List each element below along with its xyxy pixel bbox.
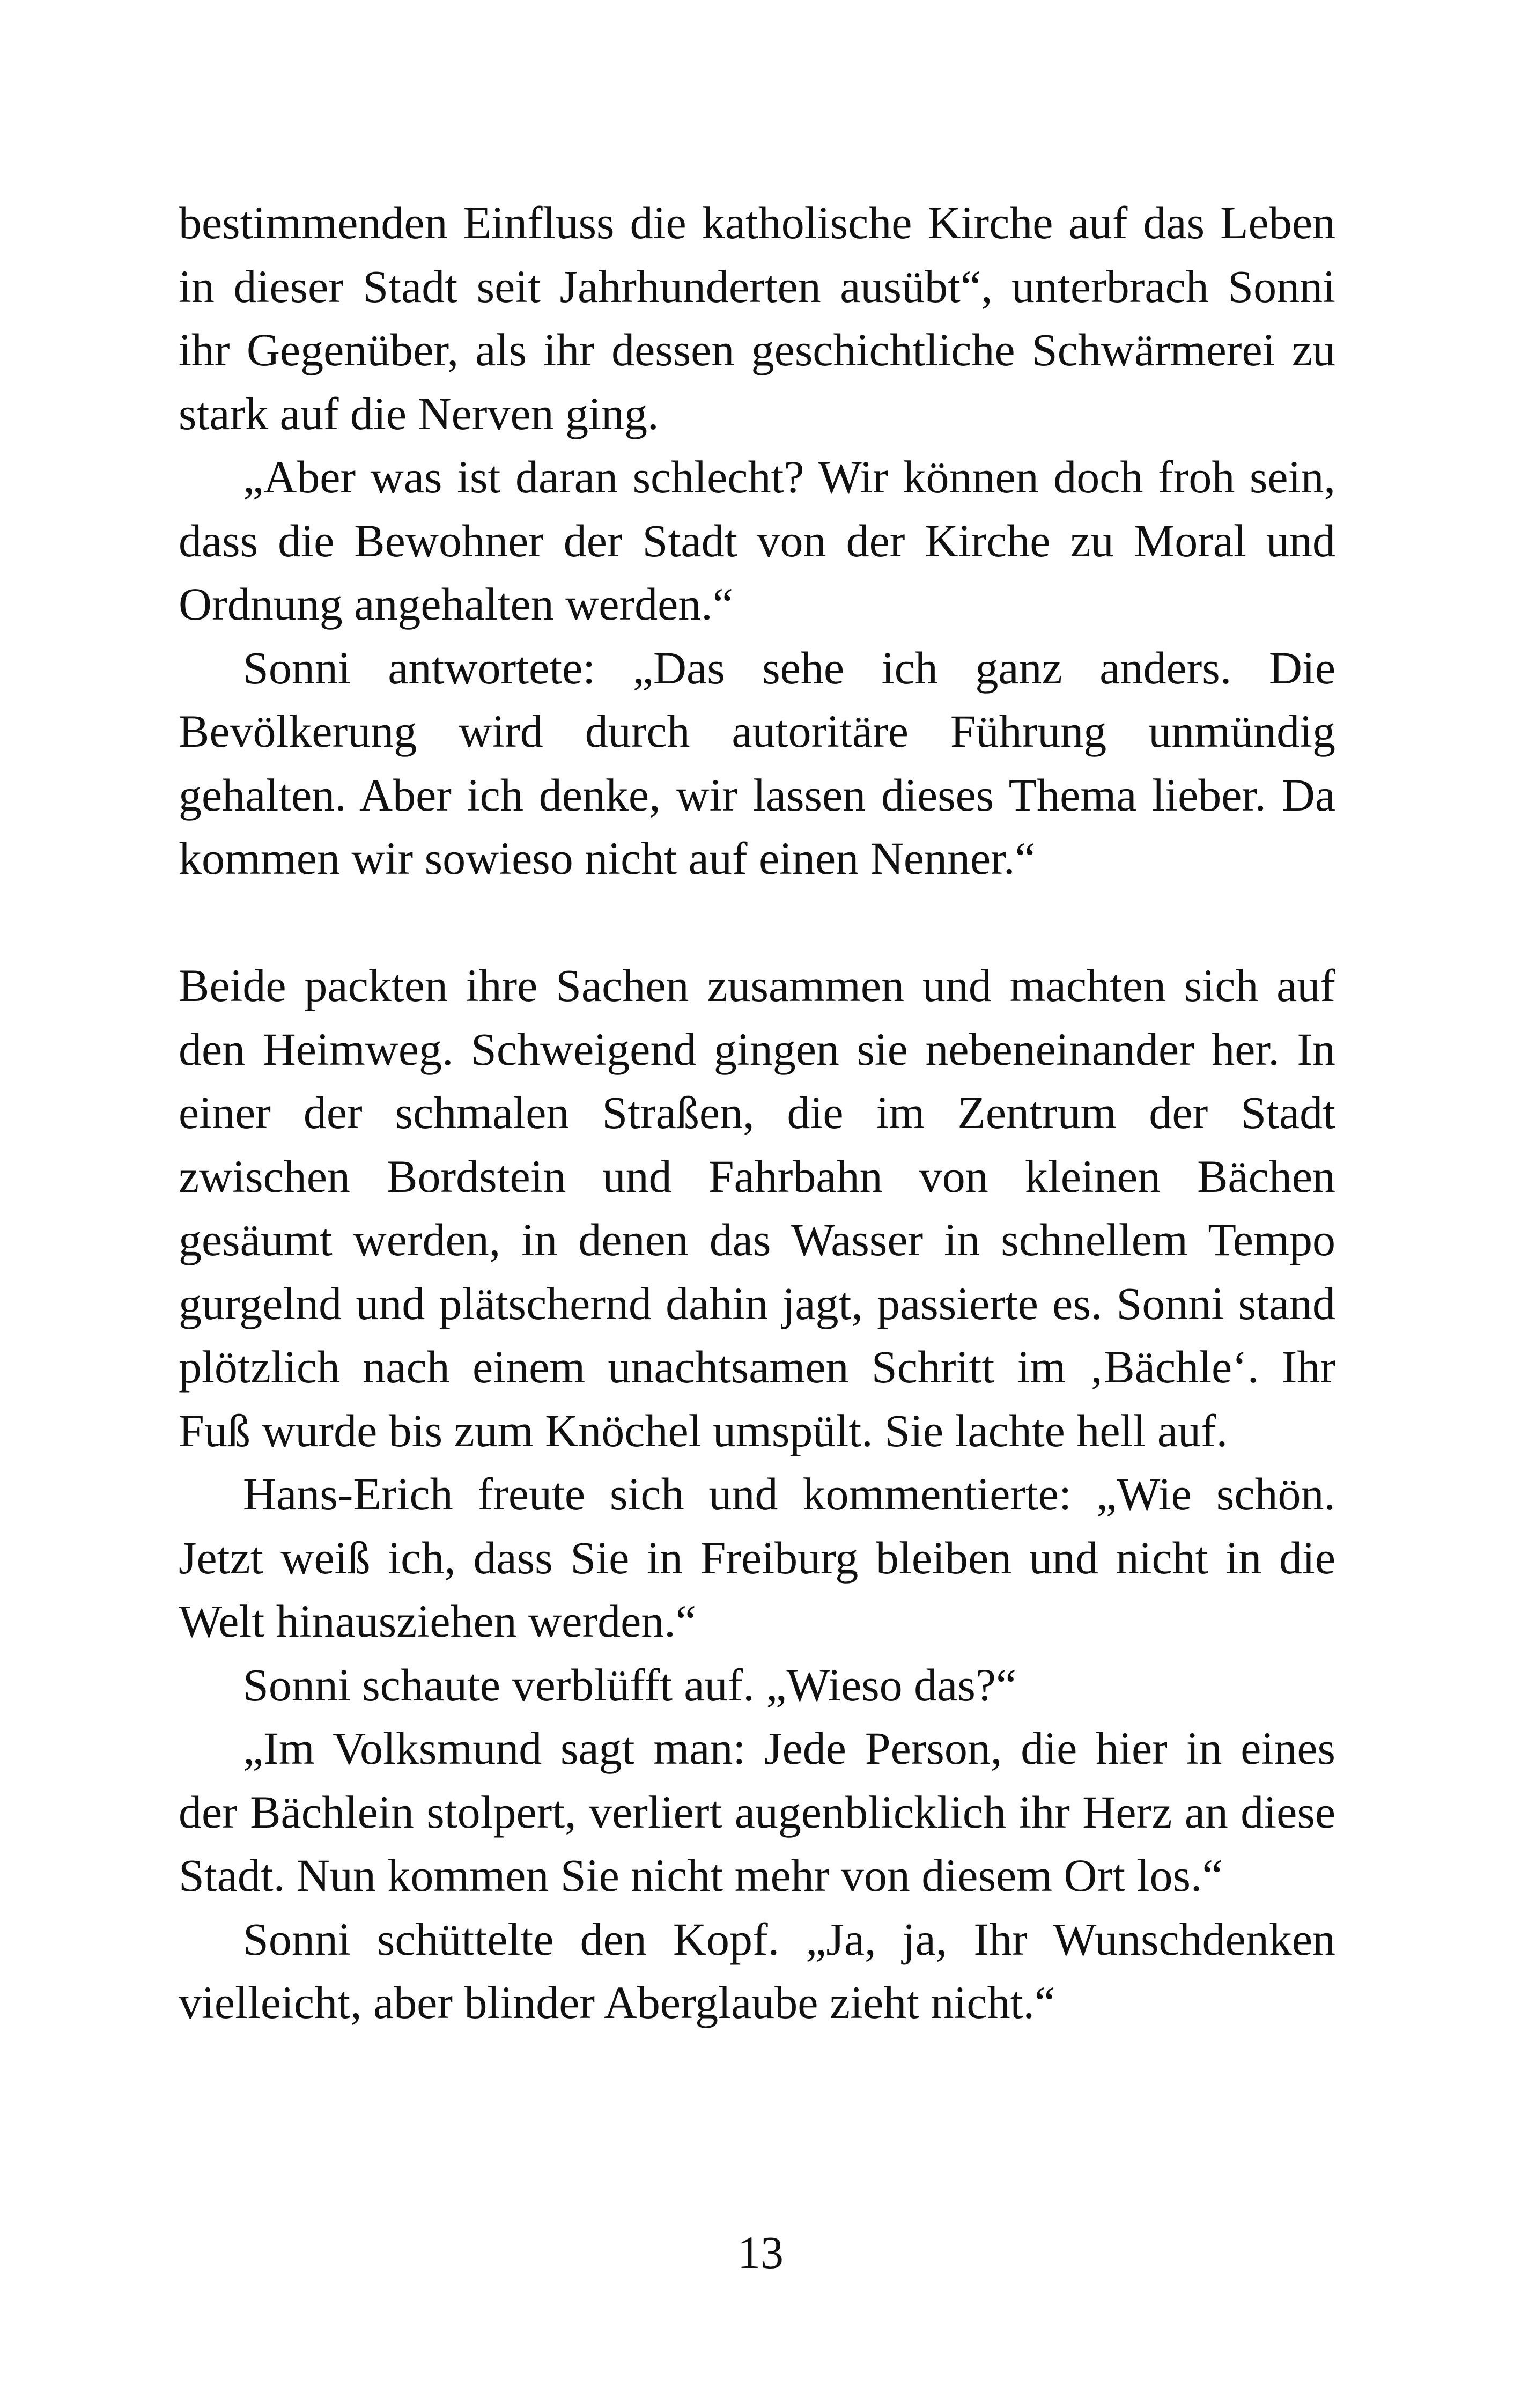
paragraph-narration-walk-home: Beide packten ihre Sachen zusammen und machten sich auf den Heimweg. Schweigend gingen sie nebeneinander her. In einer der schmalen Straßen, die im Zentrum der Stadt zwischen Bordstein und Fahrbahn von kleinen Bächen gesäumt werden, in denen das Wasser in schnellem Tempo gurgelnd und plätschernd dahin jagt, passierte es. Sonni stand plötzlich nach einem unachtsamen Schritt im ‚Bächle‘. Ihr Fuß wurde bis zum Knöchel umspült. Sie lachte hell auf. bbox=[179, 960, 1335, 1456]
section-break bbox=[179, 890, 1335, 954]
paragraph-dialogue-aberglaube: Sonni schüttelte den Kopf. „Ja, ja, Ihr Wunschdenken vielleicht, aber blinder Aberglaube zieht nicht.“ bbox=[179, 1913, 1335, 2028]
paragraph-dialogue-hans-erich: Hans-Erich freute sich und kommentierte: „Wie schön. Jetzt weiß ich, dass Sie in Freiburg bleiben und nicht in die Welt hinausziehen werden.“ bbox=[179, 1468, 1335, 1647]
paragraph-dialogue-volksmund: „Im Volksmund sagt man: Jede Person, die hier in eines der Bächlein stolpert, verliert augenblicklich ihr Herz an diese Stadt. Nun kommen Sie nicht mehr von diesem Ort los.“ bbox=[179, 1722, 1335, 1901]
page-number: 13 bbox=[737, 2227, 784, 2278]
paragraph-continuation: bestimmenden Einfluss die katholische Kirche auf das Leben in dieser Stadt seit Jahrhunderten ausübt“, unterbrach Sonni ihr Gegenüber, als ihr dessen geschichtliche Schwärmerei zu stark auf die Nerven ging. bbox=[179, 197, 1335, 439]
paragraph-dialogue-morality: „Aber was ist daran schlecht? Wir können doch froh sein, dass die Bewohner der Stadt von der Kirche zu Moral und Ordnung angehalten werden.“ bbox=[179, 451, 1335, 630]
paragraph-dialogue-wieso: Sonni schaute verblüfft auf. „Wieso das?“ bbox=[243, 1659, 1017, 1711]
paragraph-dialogue-sonni-answer: Sonni antwortete: „Das sehe ich ganz anders. Die Bevölkerung wird durch autoritäre Führung unmündig gehalten. Aber ich denke, wir lassen dieses Thema lieber. Da kommen wir sowieso nicht auf einen Nenner.“ bbox=[179, 642, 1335, 884]
book-page bbox=[179, 191, 1335, 2035]
